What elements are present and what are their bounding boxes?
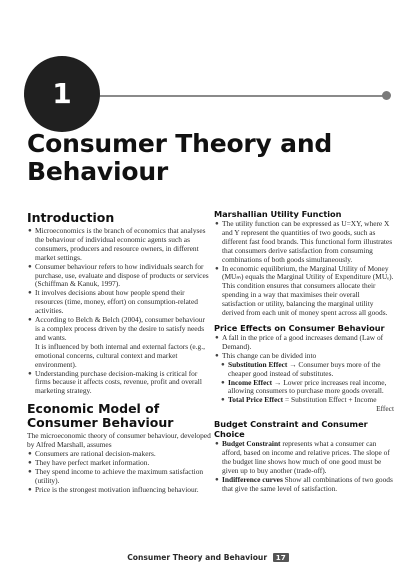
economic-model-list [27,450,211,495]
intro-note: It is influenced by both internal and external factors (e.g., emotional concerns, cultural context and market environment). [35,341,205,369]
list-item: ● A fall in the price of a good increases demand (Law of Demand). [215,332,384,351]
marshallian-note: This condition ensures that consumers allocate their spending in a way that maximises their overall satisfaction or utility, balancing the marginal utility derived from each unit of money spent across all goods. [222,281,388,318]
chapter-title: Consumer Theory and Behaviour [27,129,333,186]
list-item: ● Consumers are rational decision-makers. [28,449,156,459]
price-effects-trail: Effect [376,404,394,414]
page-footer [0,553,416,562]
right-column [214,209,394,494]
price-effects-sublist [220,361,394,406]
list-item: ● Indifference curves Show all combinations of two goods that give the same level of satisfaction. [215,474,393,493]
marshallian-list [214,220,394,282]
chapter-badge [24,56,100,132]
list-item: ● Understanding purchase decision-making is critical for firms because it affects costs, revenue, profit and overall marketing strategy. [28,368,202,396]
list-item: ● This change can be divided into [215,350,317,360]
list-item: ● Income Effect → Lower price increases real income, allowing consumers to purchase more goods overall. [221,377,387,396]
left-column [27,211,211,495]
list-item: ● Budget Constraint represents what a consumer can afford, based on income and relative prices. The slope of the budget line shows how much of one good must be given up to buy another (trade-off). [215,439,390,475]
price-effects-heading: Price Effects on Consumer Behaviour [214,322,385,333]
list-item: ● They have perfect market information. [28,457,150,467]
list-item: ● According to Belch & Belch (2004), consumer behaviour is a complex process driven by the desire to satisfy needs and wants. [28,315,205,342]
list-item: ● Total Price Effect = Substitution Effect + Income [221,395,377,405]
list-item: ● In economic equilibrium, the Marginal Utility of Money (MUₘ) equals the Marginal Utility of Expenditure (MUₑ). [215,263,394,282]
page-number: 17 [273,553,289,562]
list-item: ● Microeconomics is the branch of economics that analyses the behaviour of individual economic agents such as consumers, producers and resource owners, in different market settings. [28,226,206,262]
intro-heading: Introduction [27,210,115,225]
footer-title: Consumer Theory and Behaviour [127,553,268,562]
list-item: ● Price is the strongest motivation influencing behaviour. [28,484,199,494]
intro-list-2 [27,370,211,397]
intro-list [27,227,211,343]
economic-model-heading: Economic Model of Consumer Behaviour [27,401,174,431]
list-item: ● The utility function can be expressed as U=XY, where X and Y represent the quantities of two goods, such as different fast food brands. This functional form illustrates that consumers derive satisfaction from consuming combinations of both goods simultaneously. [215,219,393,264]
price-effects-list [214,334,394,361]
list-item: ● It involves decisions about how people spend their resources (time, money, effort) on consumption-related activities. [28,288,198,316]
list-item: ● Consumer behaviour refers to how individuals search for purchase, use, evaluate and dispose of products or services (Schiffman & Kanuk, 1997). [28,261,209,289]
chapter-number: 1 [52,77,72,110]
chapter-rule-dot [382,91,391,100]
budget-heading: Budget Constraint and Consumer Choice [214,419,368,440]
list-item: ● They spend income to achieve the maximum satisfaction (utility). [28,466,204,485]
economic-model-lead: The microeconomic theory of consumer behaviour, developed by Alfred Marshall, assumes [27,431,211,450]
marshallian-heading: Marshallian Utility Function [214,209,342,219]
list-item: ● Substitution Effect → Consumer buys more of the cheaper good instead of substitutes. [221,359,381,378]
budget-list [214,440,394,493]
